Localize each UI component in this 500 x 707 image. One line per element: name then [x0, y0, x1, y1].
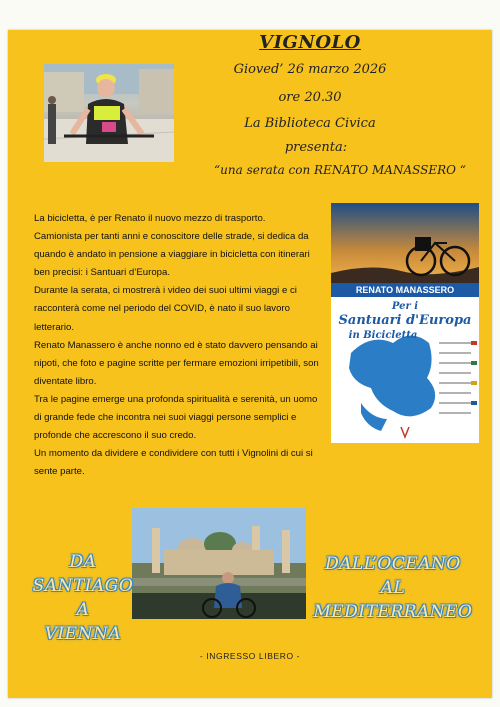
cathedral-photo [132, 508, 306, 619]
poster-date: Gioved’ 26 marzo 2026 [233, 62, 387, 77]
route-left-line: DA [69, 552, 97, 572]
route-from-santiago [28, 550, 138, 646]
description-paragraph: Renato Manassero è anche nonno ed è stato davvero pensando ai nipoti, che foto e pagine scritte per fermare emozioni irripetibili, son diventate libro. [34, 339, 319, 387]
route-right-line: MEDITERRANEO [313, 602, 473, 622]
route-right-line: DALL’OCEANO [325, 554, 461, 574]
book-title-line1: Per i [391, 301, 419, 312]
description-paragraph: Durante la serata, ci mostrerà i video dei suoi ultimi viaggi e ci racconterà come nel periodo del COVID, è nato il suo lavoro letterario. [34, 285, 297, 333]
route-ocean-to-mediterranean [308, 552, 478, 624]
cyclist-photo-illustration [44, 64, 174, 162]
poster-presents: presenta: [284, 140, 348, 155]
event-description [34, 210, 324, 481]
book-cover [331, 203, 479, 443]
route-right-line: AL [380, 578, 406, 598]
book-cover-illustration [331, 203, 479, 443]
route-left-line: SANTIAGO [32, 576, 134, 596]
free-entry-note: - INGRESSO LIBERO - [199, 651, 301, 661]
poster-event-title: “una serata con RENATO MANASSERO “ [214, 163, 466, 177]
cyclist-photo [44, 64, 174, 162]
book-title-line3: in Bicicletta [348, 330, 418, 341]
route-left-line: A [76, 600, 90, 620]
poster-venue: La Biblioteca Civica [244, 116, 376, 131]
description-paragraph: Tra le pagine emerge una profonda spiritualità e serenità, un uomo di grande fede che incontra nei suoi viaggi persone semplici e profonde che accrescono il suo credo. [34, 393, 318, 442]
description-paragraph: La bicicletta, è per Renato il nuovo mezzo di trasporto. [34, 213, 266, 224]
book-title-line2: Santuari d'Europa [338, 313, 472, 328]
route-left-line: VIENNA [44, 624, 122, 644]
cathedral-photo-illustration [132, 508, 306, 619]
poster-time: ore 20.30 [278, 90, 342, 105]
book-author: RENATO MANASSERO [355, 285, 455, 295]
description-paragraph: Un momento da dividere e condividere con tutti i Vignolini di cui si sente parte. [34, 448, 313, 478]
description-paragraph: Camionista per tanti anni e conoscitore delle strade, si dedica da quando è andato in pensione a viaggiare in bicicletta con itinerari ben precisi: i Santuari d’Europa. [34, 231, 310, 279]
poster-town: VIGNOLO [259, 32, 361, 53]
event-poster [8, 30, 492, 698]
